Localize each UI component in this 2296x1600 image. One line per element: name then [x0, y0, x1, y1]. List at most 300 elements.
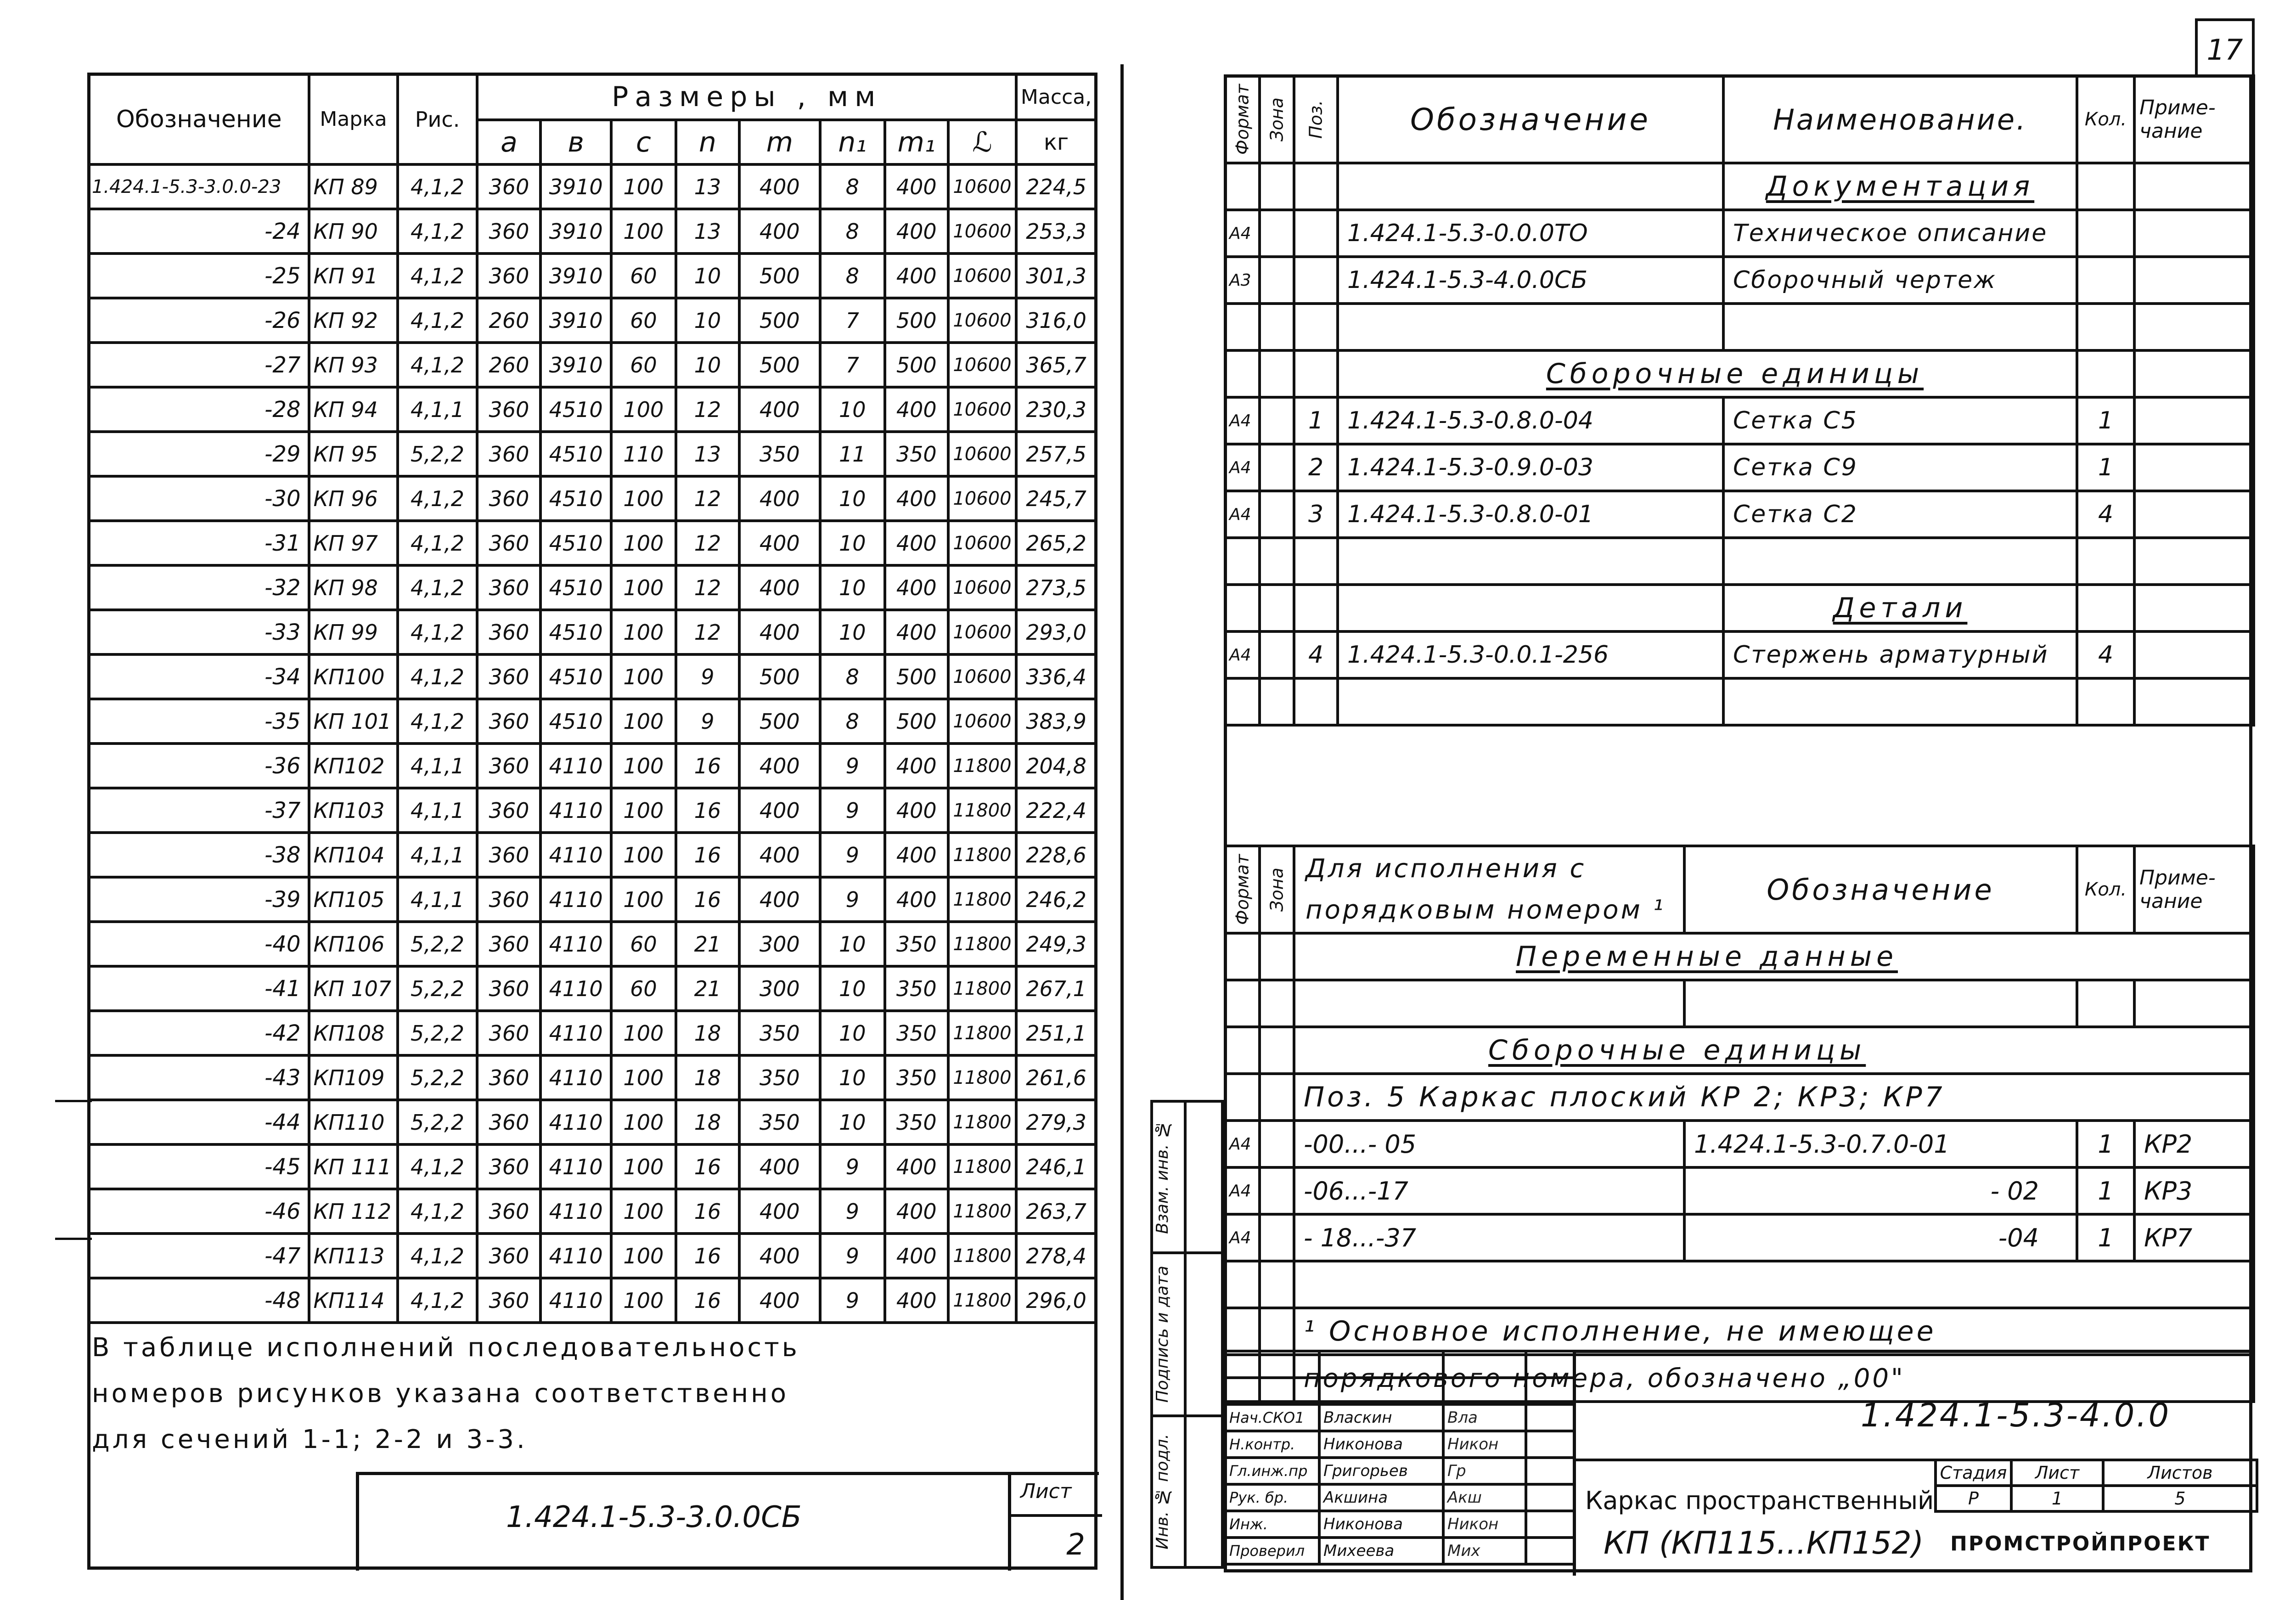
variant-qty: 1: [2077, 1167, 2134, 1214]
row-dim-b: 4510: [540, 521, 611, 565]
spec-header-designation: Обозначение: [1338, 76, 1723, 163]
row-dim-m: 400: [739, 833, 820, 877]
row-dim-n1: 9: [820, 788, 885, 833]
spec-pos: 2: [1294, 444, 1338, 491]
footnote-line-2: порядкового номера, обозначено „00": [1294, 1355, 2254, 1402]
row-fig: 4,1,2: [398, 521, 478, 565]
row-dim-n: 18: [676, 1055, 739, 1100]
signature: Вла: [1443, 1404, 1526, 1431]
signature-role: Нач.СКО1: [1225, 1404, 1319, 1431]
margin-replace-inv: Взам. инв. №: [1153, 1120, 1172, 1234]
row-dim-c: 100: [611, 1144, 676, 1189]
row-dim-b: 4110: [540, 1234, 611, 1278]
row-mark: КП 101: [309, 699, 397, 744]
signature-name: Акшина: [1319, 1484, 1443, 1511]
note-line: для сечений 1-1; 2-2 и 3-3.: [92, 1425, 528, 1454]
var-header-note: Приме-чание: [2134, 846, 2254, 933]
stamp-code-cell: [356, 1472, 1008, 1571]
row-dim-n1: 8: [820, 164, 885, 209]
table-row: [89, 1144, 1096, 1189]
row-dim-c: 60: [611, 966, 676, 1011]
header-dim-n1: n₁: [820, 120, 885, 164]
row-dim-b: 4110: [540, 922, 611, 966]
spec-pos: 4: [1294, 631, 1338, 678]
row-dim-b: 3910: [540, 254, 611, 298]
spec-row: [1225, 444, 2254, 491]
row-dim-m: 350: [739, 1055, 820, 1100]
spec-header-pos: Поз.: [1294, 76, 1338, 163]
row-dim-n: 16: [676, 1234, 739, 1278]
row-mass: 293,0: [1016, 610, 1096, 654]
signature-date: [1526, 1431, 1574, 1458]
row-dim-m1: 400: [885, 788, 948, 833]
row-fig: 4,1,2: [398, 610, 478, 654]
section-assembly-units: Сборочные единицы: [1338, 350, 2077, 397]
row-dim-m: 500: [739, 699, 820, 744]
signature-date: [1526, 1511, 1574, 1538]
row-dim-a: 360: [477, 877, 540, 922]
row-mass: 246,1: [1016, 1144, 1096, 1189]
table-row: [89, 254, 1096, 298]
row-dim-a: 360: [477, 699, 540, 744]
stamp-sheet-cell: [1008, 1472, 1099, 1571]
left-note: [92, 1325, 964, 1463]
row-dim-a: 360: [477, 744, 540, 788]
table-row: [89, 922, 1096, 966]
row-dim-n: 16: [676, 1278, 739, 1323]
row-dim-l: 11800: [948, 966, 1016, 1011]
header-dim-n: n: [676, 120, 739, 164]
row-dim-m1: 350: [885, 966, 948, 1011]
row-dim-c: 60: [611, 298, 676, 343]
row-dim-m1: 500: [885, 699, 948, 744]
row-dim-m1: 500: [885, 298, 948, 343]
row-fig: 5,2,2: [398, 1011, 478, 1055]
margin-inv-original: Инв. № подл.: [1153, 1434, 1172, 1549]
row-mark: КП104: [309, 833, 397, 877]
row-dim-a: 360: [477, 164, 540, 209]
row-designation: -42: [89, 1011, 309, 1055]
variant-qty: 1: [2077, 1121, 2134, 1167]
spec-pos: [1294, 257, 1338, 304]
row-dim-m: 300: [739, 922, 820, 966]
row-dim-b: 4510: [540, 476, 611, 521]
row-dim-a: 360: [477, 565, 540, 610]
spec-qty: 1: [2077, 444, 2134, 491]
row-dim-c: 100: [611, 1189, 676, 1234]
row-dim-a: 360: [477, 1055, 540, 1100]
stamp-sheet-number: 2: [1066, 1528, 1085, 1562]
spec-name: Стержень арматурный: [1723, 631, 2077, 678]
spec-name: Сборочный чертеж: [1723, 257, 2077, 304]
row-dim-l: 11800: [948, 1100, 1016, 1144]
row-dim-n1: 10: [820, 565, 885, 610]
row-dim-n: 10: [676, 254, 739, 298]
table-row: [89, 387, 1096, 432]
row-dim-a: 360: [477, 1278, 540, 1323]
row-mark: КП 96: [309, 476, 397, 521]
margin-stamp: [1150, 1100, 1224, 1571]
row-dim-a: 360: [477, 922, 540, 966]
spec-format: А3: [1225, 257, 1260, 304]
row-mass: 316,0: [1016, 298, 1096, 343]
row-dim-m1: 400: [885, 833, 948, 877]
row-dim-n1: 10: [820, 1011, 885, 1055]
row-dim-a: 360: [477, 654, 540, 699]
spec-zone: [1260, 631, 1294, 678]
spec-name: Техническое описание: [1723, 210, 2077, 257]
variant-format: А4: [1225, 1167, 1260, 1214]
row-mass: 279,3: [1016, 1100, 1096, 1144]
row-dim-m1: 400: [885, 521, 948, 565]
row-designation: -34: [89, 654, 309, 699]
row-dim-m: 400: [739, 164, 820, 209]
row-mark: КП 99: [309, 610, 397, 654]
row-dim-m1: 400: [885, 476, 948, 521]
row-dim-n1: 10: [820, 521, 885, 565]
row-dim-b: 4110: [540, 1055, 611, 1100]
row-dim-a: 360: [477, 1234, 540, 1278]
spec-name: Сетка С5: [1723, 397, 2077, 444]
row-dim-l: 10600: [948, 565, 1016, 610]
row-dim-c: 100: [611, 1234, 676, 1278]
row-dim-m1: 400: [885, 1234, 948, 1278]
row-dim-m1: 350: [885, 1055, 948, 1100]
var-header-qty: Кол.: [2077, 846, 2134, 933]
table-row: [89, 877, 1096, 922]
row-designation: -27: [89, 343, 309, 387]
row-designation: -28: [89, 387, 309, 432]
signature-grid: [1224, 1350, 1576, 1566]
row-dim-l: 11800: [948, 1144, 1016, 1189]
edge-tick: [55, 1238, 92, 1240]
spec-qty: 4: [2077, 491, 2134, 538]
row-dim-c: 100: [611, 1055, 676, 1100]
row-dim-l: 10600: [948, 164, 1016, 209]
row-fig: 4,1,1: [398, 744, 478, 788]
row-dim-n: 16: [676, 788, 739, 833]
row-fig: 4,1,2: [398, 1144, 478, 1189]
pos5-line: Поз. 5 Каркас плоский КР 2; КР3; КР7: [1294, 1074, 2254, 1121]
header-dim-c: c: [611, 120, 676, 164]
header-designation: Обозначение: [89, 74, 309, 164]
row-fig: 4,1,2: [398, 254, 478, 298]
sheet-divider-line: [1120, 64, 1124, 1600]
row-mass: 230,3: [1016, 387, 1096, 432]
signature: Никон: [1443, 1431, 1526, 1458]
row-mass: 261,6: [1016, 1055, 1096, 1100]
sheet-value: 1: [2011, 1486, 2103, 1511]
row-designation: -43: [89, 1055, 309, 1100]
signature-date: [1526, 1458, 1574, 1484]
row-mark: КП102: [309, 744, 397, 788]
spec-header-note: Приме-чание: [2134, 76, 2254, 163]
row-dim-c: 100: [611, 209, 676, 254]
spec-format: А4: [1225, 444, 1260, 491]
executions-table: [87, 73, 1097, 1324]
row-dim-a: 360: [477, 833, 540, 877]
spec-row: [1225, 631, 2254, 678]
row-fig: 4,1,2: [398, 476, 478, 521]
variant-row: [1225, 1167, 2254, 1214]
header-fig: Рис.: [398, 74, 478, 164]
row-dim-m: 350: [739, 1011, 820, 1055]
row-dim-c: 100: [611, 1011, 676, 1055]
row-mark: КП 97: [309, 521, 397, 565]
row-dim-m: 350: [739, 432, 820, 476]
row-dim-b: 3910: [540, 209, 611, 254]
row-designation: -24: [89, 209, 309, 254]
spec-designation: 1.424.1-5.3-0.9.0-03: [1338, 444, 1723, 491]
row-mark: КП106: [309, 922, 397, 966]
title-block-signatures: [1224, 1350, 1573, 1576]
document-code: 1.424.1-5.3-4.0.0: [1861, 1397, 2171, 1434]
var-header-for-exec: Для исполнения с порядковым номером ¹: [1294, 846, 1684, 933]
row-dim-c: 100: [611, 164, 676, 209]
row-mass: 267,1: [1016, 966, 1096, 1011]
row-dim-m: 500: [739, 343, 820, 387]
row-designation: -33: [89, 610, 309, 654]
row-dim-c: 60: [611, 922, 676, 966]
row-designation: -35: [89, 699, 309, 744]
variant-note: КР2: [2134, 1121, 2254, 1167]
row-dim-b: 4110: [540, 1144, 611, 1189]
signature-row: [1225, 1458, 1574, 1484]
row-dim-m: 400: [739, 565, 820, 610]
row-mass: 251,1: [1016, 1011, 1096, 1055]
row-dim-l: 10600: [948, 387, 1016, 432]
row-fig: 4,1,2: [398, 699, 478, 744]
row-dim-a: 260: [477, 298, 540, 343]
row-dim-c: 60: [611, 343, 676, 387]
row-dim-a: 360: [477, 610, 540, 654]
variant-qty: 1: [2077, 1214, 2134, 1261]
row-mark: КП 107: [309, 966, 397, 1011]
var-header-zone: Зона: [1260, 846, 1294, 933]
row-fig: 5,2,2: [398, 1100, 478, 1144]
row-dim-m: 400: [739, 521, 820, 565]
row-dim-m: 500: [739, 298, 820, 343]
row-dim-n1: 10: [820, 1055, 885, 1100]
table-row: [89, 1011, 1096, 1055]
row-dim-n: 10: [676, 343, 739, 387]
signature-row: [1225, 1431, 1574, 1458]
variable-data-table: [1224, 845, 2255, 1403]
row-dim-c: 100: [611, 744, 676, 788]
margin-signature-date: Подпись и дата: [1153, 1266, 1172, 1403]
row-dim-n: 16: [676, 1189, 739, 1234]
row-dim-n1: 7: [820, 343, 885, 387]
note-line: номеров рисунков указана соответственно: [92, 1379, 789, 1408]
row-mass: 253,3: [1016, 209, 1096, 254]
row-dim-a: 360: [477, 1100, 540, 1144]
row-dim-b: 4110: [540, 1189, 611, 1234]
row-fig: 5,2,2: [398, 966, 478, 1011]
row-dim-n1: 10: [820, 966, 885, 1011]
row-dim-m1: 400: [885, 1144, 948, 1189]
row-mass: 336,4: [1016, 654, 1096, 699]
row-mark: КП114: [309, 1278, 397, 1323]
row-dim-l: 11800: [948, 1011, 1016, 1055]
row-dim-m: 400: [739, 387, 820, 432]
row-dim-m1: 400: [885, 1189, 948, 1234]
signature-row: [1225, 1484, 1574, 1511]
row-dim-m: 400: [739, 1234, 820, 1278]
row-dim-a: 360: [477, 387, 540, 432]
row-dim-n1: 10: [820, 387, 885, 432]
spec-zone: [1260, 491, 1294, 538]
row-dim-c: 100: [611, 387, 676, 432]
row-mass: 365,7: [1016, 343, 1096, 387]
row-dim-n: 18: [676, 1100, 739, 1144]
row-fig: 4,1,2: [398, 1189, 478, 1234]
sheets-label: Листов: [2103, 1460, 2257, 1486]
spec-pos: [1294, 210, 1338, 257]
row-dim-a: 360: [477, 1189, 540, 1234]
row-dim-n1: 10: [820, 476, 885, 521]
variant-zone: [1260, 1214, 1294, 1261]
row-dim-m1: 350: [885, 1011, 948, 1055]
spec-zone: [1260, 257, 1294, 304]
variant-row: [1225, 1121, 2254, 1167]
row-mass: 246,2: [1016, 877, 1096, 922]
row-dim-l: 10600: [948, 432, 1016, 476]
row-dim-m1: 400: [885, 610, 948, 654]
row-fig: 4,1,2: [398, 343, 478, 387]
header-dim-m1: m₁: [885, 120, 948, 164]
row-mass: 383,9: [1016, 699, 1096, 744]
spec-designation: 1.424.1-5.3-0.0.0ТО: [1338, 210, 1723, 257]
row-mass: 224,5: [1016, 164, 1096, 209]
row-designation: -26: [89, 298, 309, 343]
row-fig: 5,2,2: [398, 922, 478, 966]
row-mark: КП103: [309, 788, 397, 833]
row-dim-l: 11800: [948, 1234, 1016, 1278]
row-mark: КП 95: [309, 432, 397, 476]
spec-pos: 1: [1294, 397, 1338, 444]
row-mass: 249,3: [1016, 922, 1096, 966]
table-row: [89, 343, 1096, 387]
row-dim-n1: 10: [820, 1100, 885, 1144]
row-dim-n1: 8: [820, 209, 885, 254]
row-mass: 263,7: [1016, 1189, 1096, 1234]
sheets-value: 5: [2103, 1486, 2257, 1511]
signature-name: Никонова: [1319, 1431, 1443, 1458]
spec-row: [1225, 210, 2254, 257]
row-designation: -36: [89, 744, 309, 788]
signature: Мих: [1443, 1538, 1526, 1564]
spec-format: А4: [1225, 631, 1260, 678]
row-mass: 301,3: [1016, 254, 1096, 298]
row-dim-l: 10600: [948, 521, 1016, 565]
spec-pos: 3: [1294, 491, 1338, 538]
row-fig: 4,1,2: [398, 565, 478, 610]
spec-note: [2134, 257, 2254, 304]
spec-qty: [2077, 257, 2134, 304]
row-dim-c: 100: [611, 610, 676, 654]
signature-date: [1526, 1404, 1574, 1431]
row-dim-l: 10600: [948, 476, 1016, 521]
row-dim-n: 21: [676, 922, 739, 966]
variant-zone: [1260, 1121, 1294, 1167]
spec-header-zone: Зона: [1260, 76, 1294, 163]
spec-zone: [1260, 444, 1294, 491]
variant-designation: 1.424.1-5.3-0.7.0-01: [1684, 1121, 2077, 1167]
row-fig: 4,1,1: [398, 387, 478, 432]
row-dim-a: 360: [477, 521, 540, 565]
row-dim-m1: 350: [885, 432, 948, 476]
row-mass: 222,4: [1016, 788, 1096, 833]
row-dim-n: 16: [676, 833, 739, 877]
spec-designation: 1.424.1-5.3-0.8.0-01: [1338, 491, 1723, 538]
table-row: [89, 298, 1096, 343]
row-dim-l: 11800: [948, 788, 1016, 833]
section-documentation: Документация: [1723, 163, 2077, 210]
row-mark: КП100: [309, 654, 397, 699]
row-mark: КП109: [309, 1055, 397, 1100]
product-name-line-1: Каркас пространственный: [1585, 1486, 1934, 1515]
row-dim-n1: 8: [820, 254, 885, 298]
table-row: [89, 788, 1096, 833]
spec-header-name: Наименование.: [1723, 76, 2077, 163]
row-dim-n: 16: [676, 877, 739, 922]
row-fig: 4,1,2: [398, 298, 478, 343]
table-row: [89, 699, 1096, 744]
right-sheet: [1224, 74, 2252, 1572]
spec-row: [1225, 491, 2254, 538]
spec-name: Сетка С2: [1723, 491, 2077, 538]
row-dim-b: 4110: [540, 877, 611, 922]
row-dim-n: 12: [676, 387, 739, 432]
row-mass: 278,4: [1016, 1234, 1096, 1278]
var-header-format: Формат: [1225, 846, 1260, 933]
variant-note: КР7: [2134, 1214, 2254, 1261]
spec-zone: [1260, 397, 1294, 444]
table-row: [89, 833, 1096, 877]
row-designation: -31: [89, 521, 309, 565]
spec-header-qty: Кол.: [2077, 76, 2134, 163]
row-dim-b: 4510: [540, 387, 611, 432]
row-dim-l: 10600: [948, 209, 1016, 254]
row-dim-a: 360: [477, 1144, 540, 1189]
row-dim-l: 10600: [948, 298, 1016, 343]
row-dim-n1: 9: [820, 1278, 885, 1323]
signature-role: Инж.: [1225, 1511, 1319, 1538]
row-dim-c: 110: [611, 432, 676, 476]
row-dim-l: 10600: [948, 610, 1016, 654]
row-dim-n: 16: [676, 744, 739, 788]
row-dim-m: 400: [739, 1189, 820, 1234]
table-row: [89, 610, 1096, 654]
table-row: [89, 1189, 1096, 1234]
row-dim-n1: 7: [820, 298, 885, 343]
row-dim-l: 10600: [948, 254, 1016, 298]
header-dimensions: Размеры , мм: [477, 74, 1016, 120]
spec-format: А4: [1225, 397, 1260, 444]
spec-row: [1225, 397, 2254, 444]
title-block-main: [1573, 1350, 2252, 1576]
signature-role: Гл.инж.пр: [1225, 1458, 1319, 1484]
row-dim-a: 360: [477, 788, 540, 833]
row-dim-n: 12: [676, 476, 739, 521]
spec-note: [2134, 631, 2254, 678]
spec-designation: 1.424.1-5.3-0.0.1-256: [1338, 631, 1723, 678]
stage-table: [1934, 1459, 2258, 1513]
row-dim-b: 4110: [540, 1100, 611, 1144]
section-details: Детали: [1723, 585, 2077, 631]
row-mark: КП110: [309, 1100, 397, 1144]
row-dim-n: 9: [676, 699, 739, 744]
